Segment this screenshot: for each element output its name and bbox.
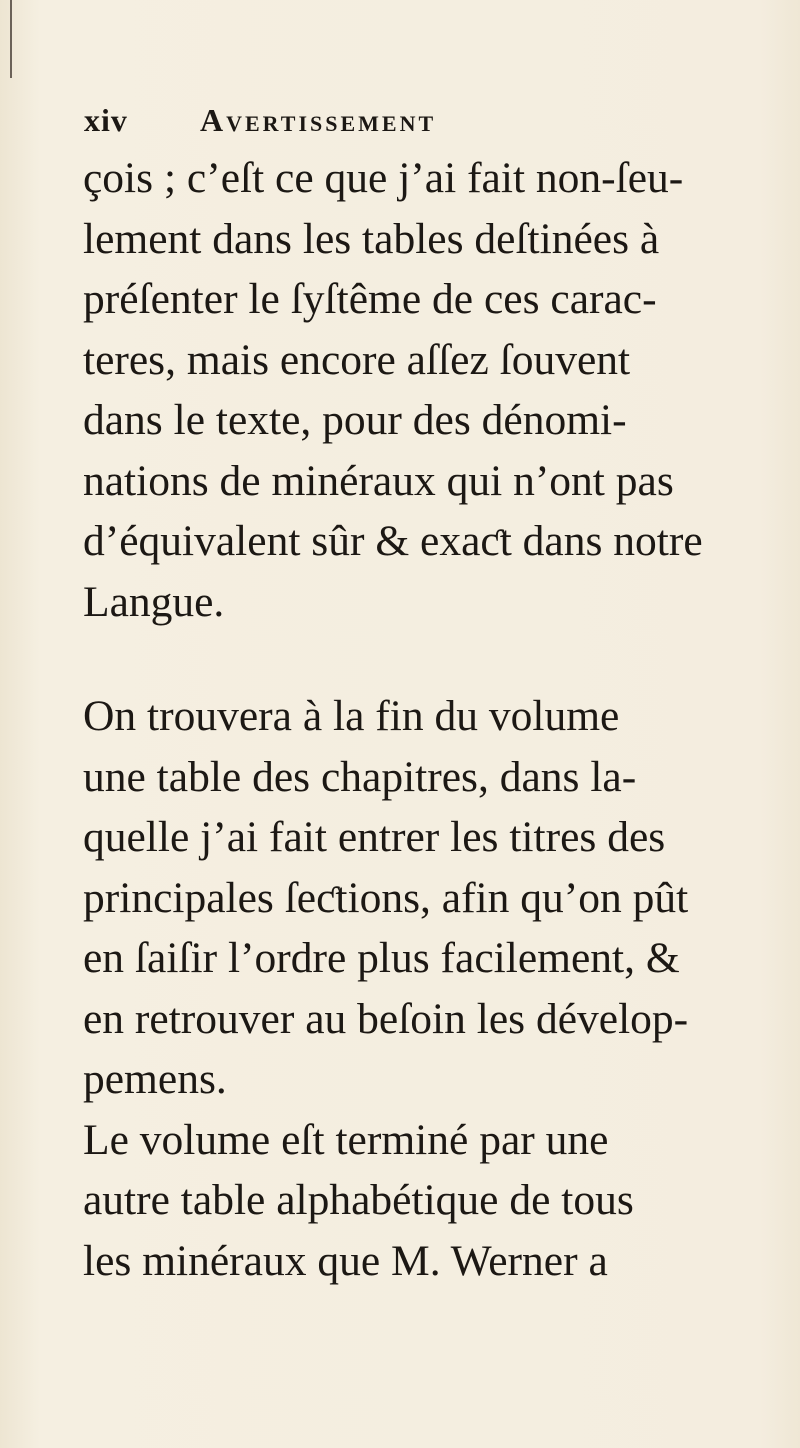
page-number: xiv: [84, 102, 128, 138]
text-line: dans le texte, pour des dénomi-: [83, 396, 627, 444]
paragraph-3: [83, 1110, 788, 1292]
paragraph-gap: [83, 632, 788, 686]
text-line: On trouvera à la fin du volume: [83, 692, 620, 740]
text-line: les minéraux que M. Werner a: [83, 1236, 608, 1285]
page-edge-line: [10, 0, 12, 78]
running-head: Avertissement: [200, 102, 437, 138]
text-line: pemens.: [83, 1055, 227, 1103]
text-line: autre table alphabétique de tous: [83, 1176, 634, 1224]
text-line: préſenter le ſyſtême de ces carac-: [83, 275, 657, 323]
text-line: nations de minéraux qui n’ont pas: [83, 456, 674, 505]
text-line: lement dans les tables deſtinées à: [83, 214, 660, 263]
text-line: une table des chapitres, dans la-: [83, 752, 637, 801]
page-header: [60, 88, 760, 148]
paragraph-2: [83, 686, 788, 1110]
text-line: principales ſeƈtions, afin qu’on pût: [83, 873, 689, 922]
text-line: Langue.: [83, 577, 225, 626]
text-line: teres, mais encore aſſez ſouvent: [83, 335, 631, 384]
text-line: çois ; c’eſt ce que j’ai fait non-ſeu-: [83, 154, 684, 202]
text-line: Le volume eſt terminé par une: [83, 1115, 609, 1164]
text-line: en ſaiſir l’ordre plus facilement, &: [83, 934, 680, 982]
paragraph-1: [83, 148, 788, 632]
text-line: d’équivalent sûr & exaƈt dans notre: [83, 517, 703, 565]
text-line: en retrouver au beſoin les dévelop-: [83, 994, 689, 1043]
text-line: quelle j’ai fait entrer les titres des: [83, 813, 666, 861]
body-text: [83, 148, 788, 1291]
